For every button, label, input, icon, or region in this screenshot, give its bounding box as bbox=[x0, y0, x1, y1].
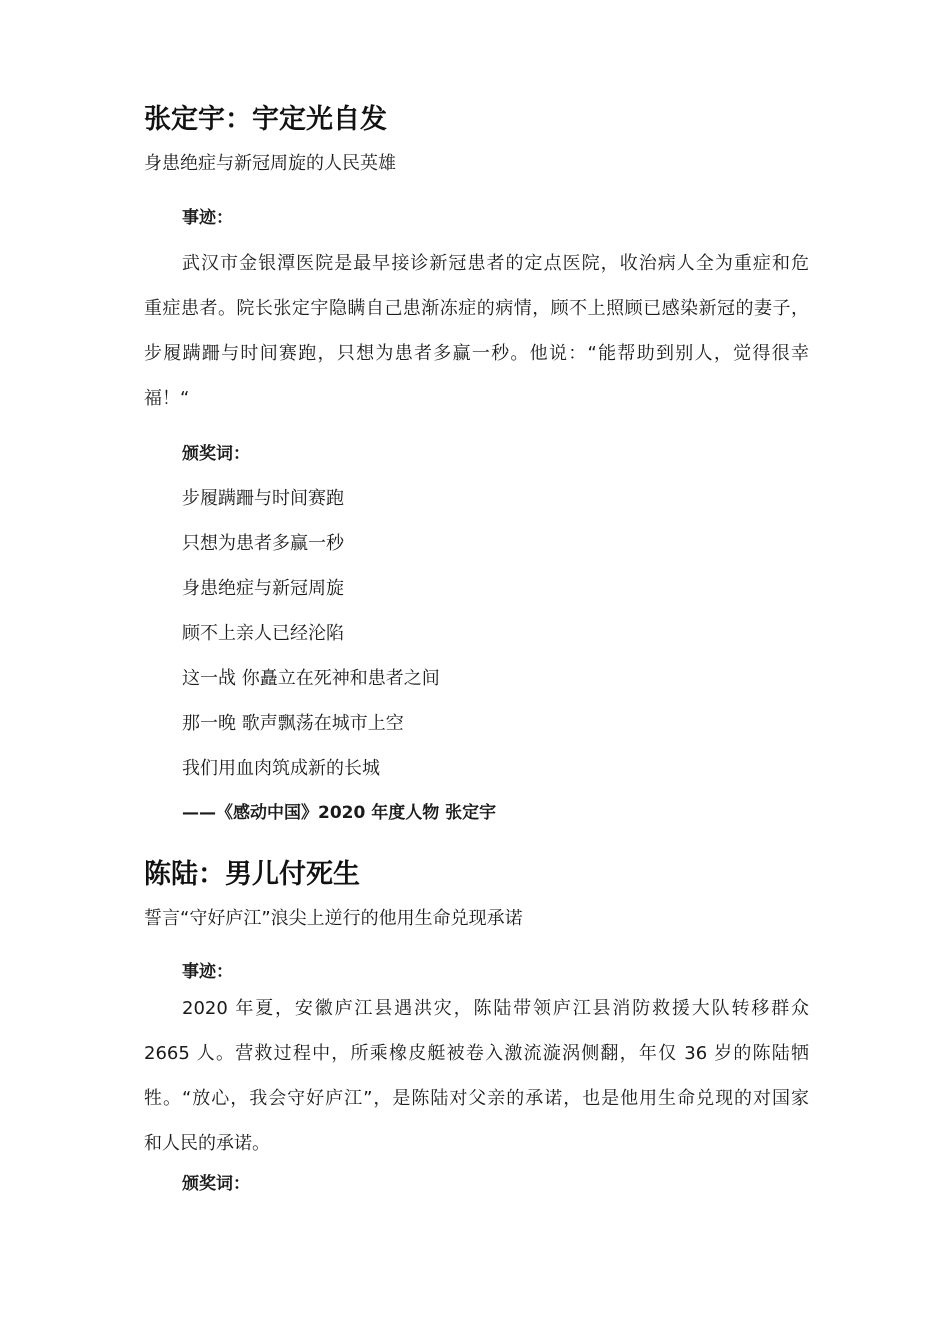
paragraph-line: 福！“ bbox=[144, 388, 190, 409]
paragraph-line: 2665 人。营救过程中，所乘橡皮艇被卷入激流漩涡侧翻，年仅 36 岁的陈陆牺 bbox=[144, 1043, 809, 1064]
paragraph-line: 步履蹒跚与时间赛跑，只想为患者多赢一秒。他说：“能帮助到别人，觉得很幸 bbox=[144, 343, 809, 364]
paragraph-line: 重症患者。院长张定宇隐瞒自己患渐冻症的病情，顾不上照顾已感染新冠的妻子， bbox=[144, 298, 809, 319]
section-title: 陈陆：男儿付死生 bbox=[144, 859, 360, 890]
section-title: 张定宇：宇定光自发 bbox=[144, 104, 387, 135]
poem-line: 步履蹒跚与时间赛跑 bbox=[182, 488, 344, 509]
paragraph-line: 2020 年夏，安徽庐江县遇洪灾，陈陆带领庐江县消防救援大队转移群众 bbox=[182, 998, 809, 1019]
section-subtitle: 身患绝症与新冠周旋的人民英雄 bbox=[144, 153, 396, 174]
poem-line: 我们用血肉筑成新的长城 bbox=[182, 758, 380, 779]
poem-line: 那一晚 歌声飘荡在城市上空 bbox=[182, 713, 404, 734]
award-poem bbox=[182, 476, 440, 791]
paragraph-line: 和人民的承诺。 bbox=[144, 1133, 270, 1154]
award-signature: ——《感动中国》2020 年度人物 张定宇 bbox=[182, 803, 497, 823]
deeds-label: 事迹： bbox=[182, 208, 233, 228]
poem-line: 只想为患者多赢一秒 bbox=[182, 533, 344, 554]
paragraph-line: 牲。“放心，我会守好庐江”，是陈陆对父亲的承诺，也是他用生命兑现的对国家 bbox=[144, 1088, 809, 1109]
paragraph-line: 武汉市金银潭医院是最早接诊新冠患者的定点医院，收治病人全为重症和危 bbox=[182, 253, 809, 274]
section-subtitle: 誓言“守好庐江”浪尖上逆行的他用生命兑现承诺 bbox=[144, 908, 523, 929]
poem-line: 顾不上亲人已经沦陷 bbox=[182, 623, 344, 644]
award-label: 颁奖词： bbox=[182, 444, 250, 464]
poem-line: 这一战 你矗立在死神和患者之间 bbox=[182, 668, 440, 689]
deeds-paragraph bbox=[144, 986, 809, 1166]
deeds-paragraph bbox=[144, 241, 809, 421]
award-label: 颁奖词： bbox=[182, 1174, 250, 1194]
deeds-label: 事迹： bbox=[182, 962, 233, 982]
poem-line: 身患绝症与新冠周旋 bbox=[182, 578, 344, 599]
